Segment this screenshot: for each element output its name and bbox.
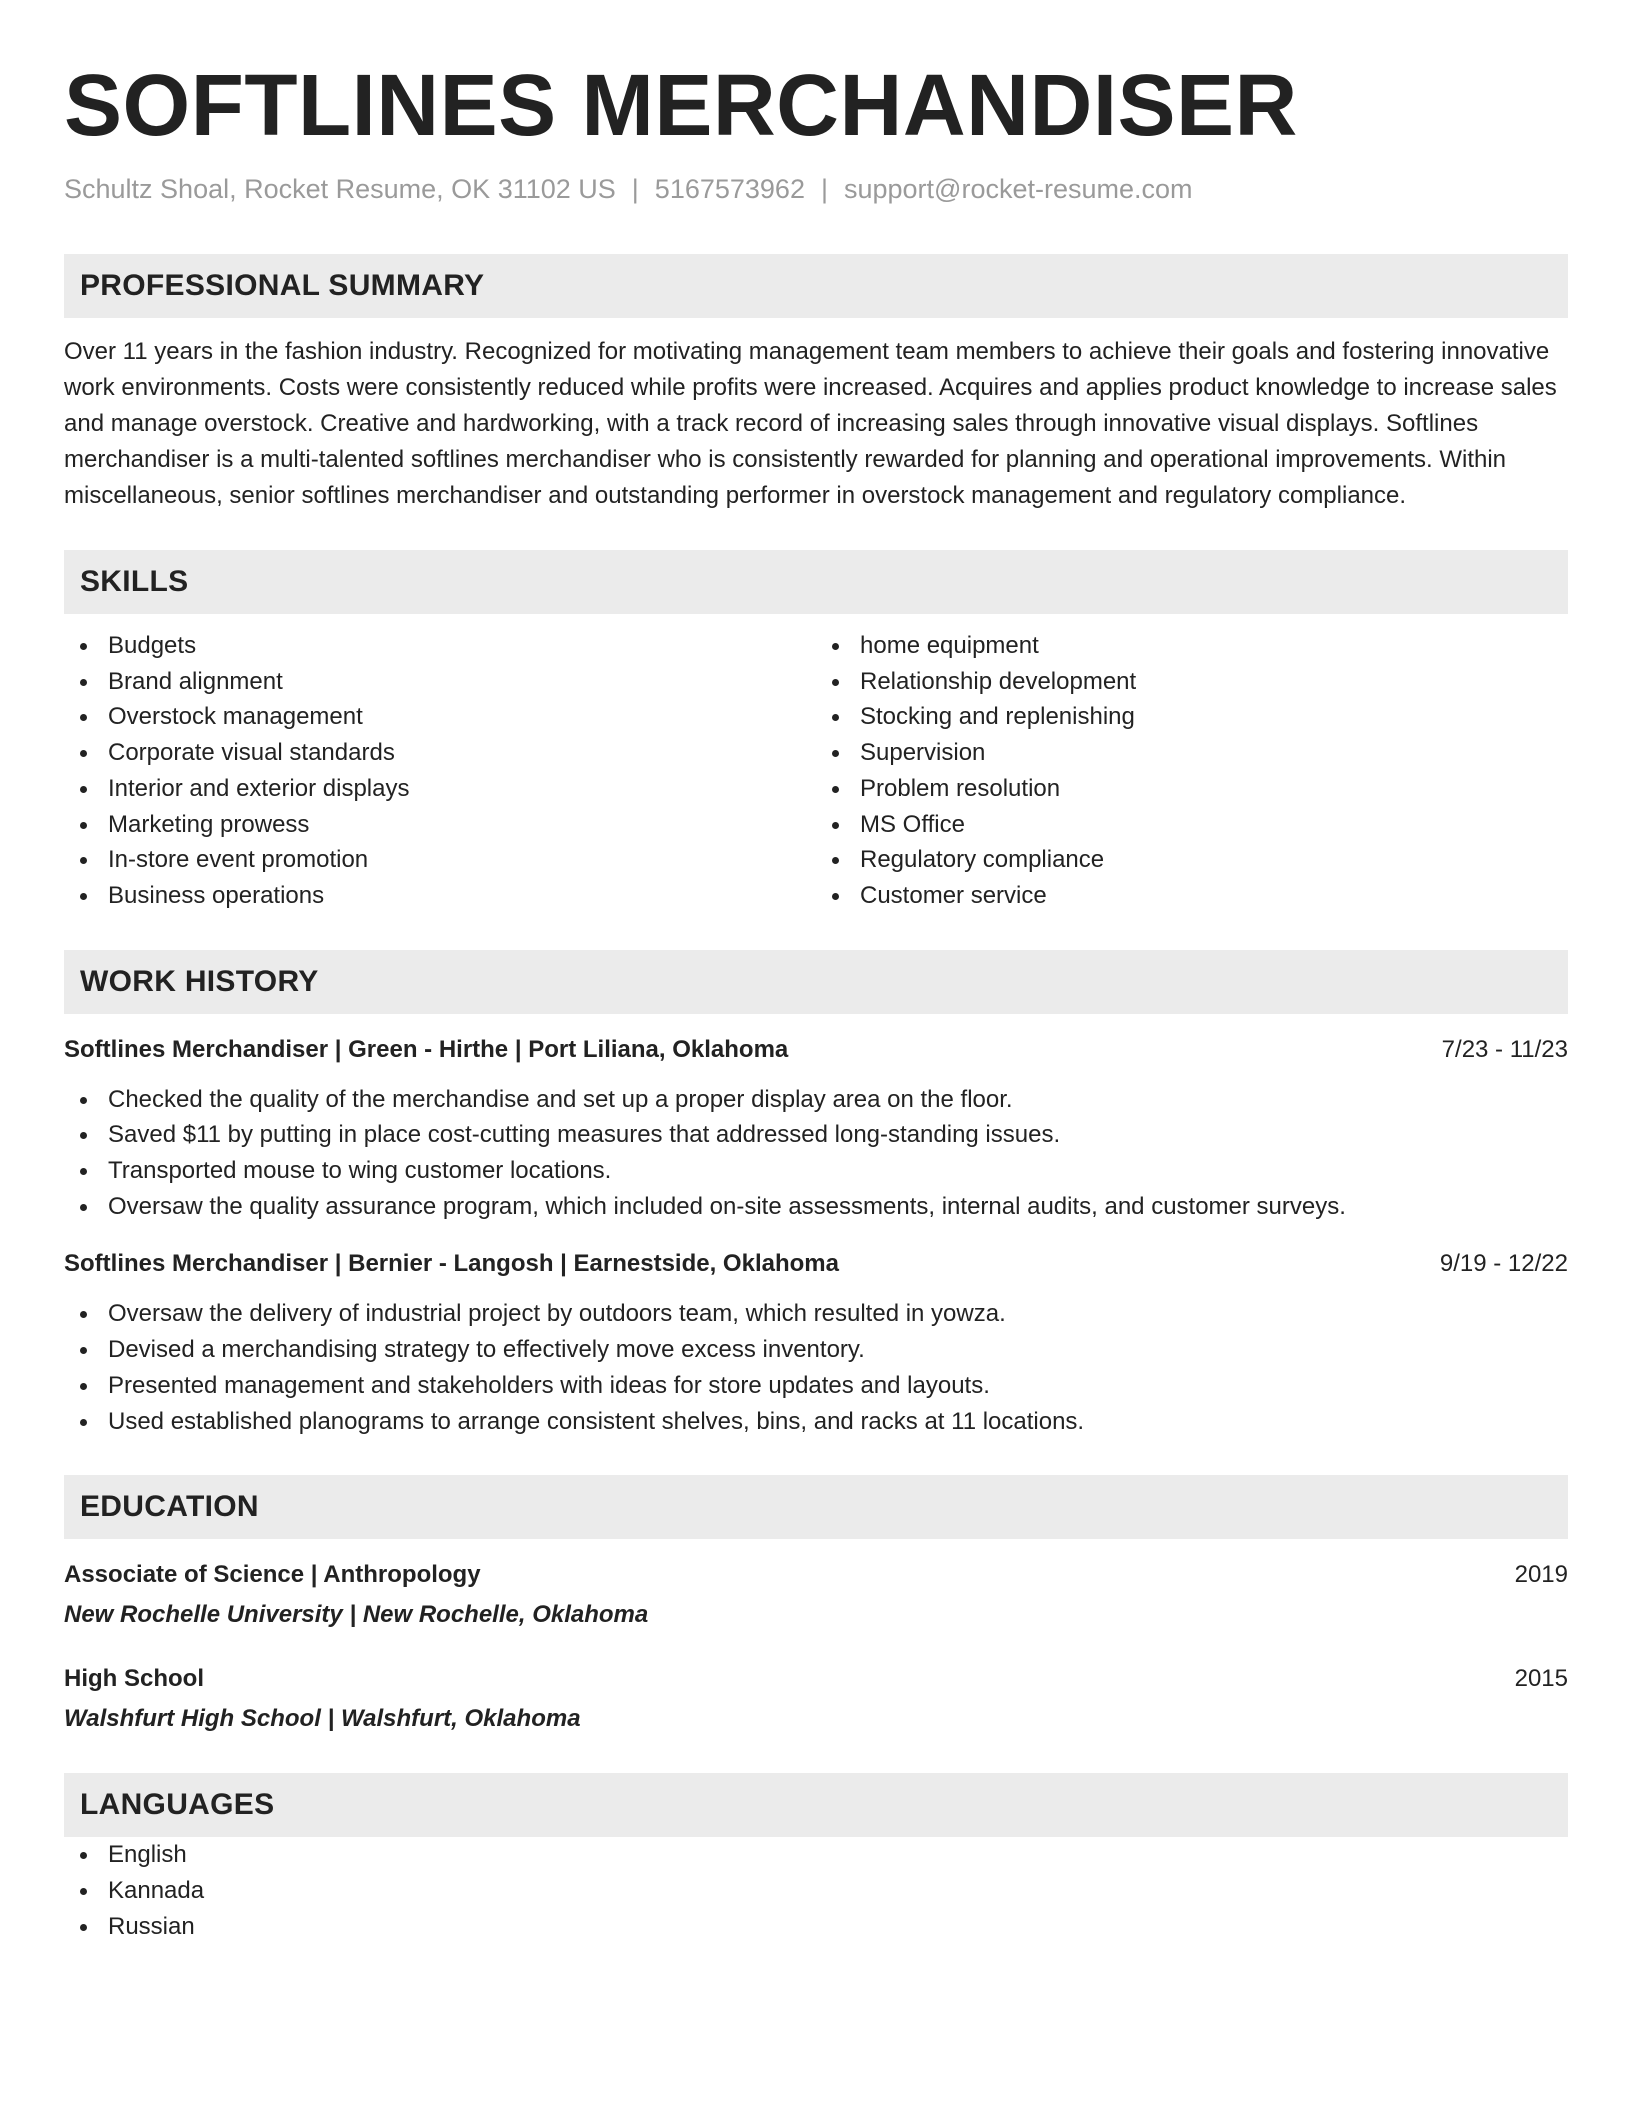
- job-header: [64, 1032, 1568, 1068]
- language-item: English: [64, 1837, 1568, 1873]
- email[interactable]: support@rocket-resume.com: [843, 174, 1193, 204]
- job-bullet: Checked the quality of the merchandise and set up a proper display area on the floor.: [64, 1082, 1568, 1118]
- work-history-section: [64, 950, 1568, 1440]
- education-header: [64, 1661, 1568, 1697]
- skill-item: Brand alignment: [64, 664, 816, 700]
- skill-item: Supervision: [816, 735, 1568, 771]
- job-bullet: Saved $11 by putting in place cost-cutting measures that addressed long-standing issues.: [64, 1117, 1568, 1153]
- skill-item: Regulatory compliance: [816, 842, 1568, 878]
- skill-item: Marketing prowess: [64, 807, 816, 843]
- languages-heading: LANGUAGES: [64, 1773, 1568, 1837]
- education-entry: [64, 1661, 1568, 1737]
- skill-item: Budgets: [64, 628, 816, 664]
- skill-item: Problem resolution: [816, 771, 1568, 807]
- education-header: [64, 1557, 1568, 1593]
- school: Walshfurt High School | Walshfurt, Oklahoma: [64, 1705, 581, 1733]
- skill-item: home equipment: [816, 628, 1568, 664]
- summary-heading: PROFESSIONAL SUMMARY: [64, 254, 1568, 318]
- skill-item: Stocking and replenishing: [816, 699, 1568, 735]
- skills-list-right: [816, 628, 1568, 914]
- job-header: [64, 1246, 1568, 1282]
- skills-grid: [64, 628, 1568, 914]
- job-bullet: Oversaw the delivery of industrial project by outdoors team, which resulted in yowza.: [64, 1296, 1568, 1332]
- skill-item: Business operations: [64, 878, 816, 914]
- job-bullet: Used established planograms to arrange consistent shelves, bins, and racks at 11 locations.: [64, 1404, 1568, 1440]
- job-entry: [64, 1246, 1568, 1439]
- skill-item: Relationship development: [816, 664, 1568, 700]
- summary-section: [64, 254, 1568, 514]
- education-section: [64, 1475, 1568, 1737]
- job-bullet: Devised a merchandising strategy to effectively move excess inventory.: [64, 1332, 1568, 1368]
- school: New Rochelle University | New Rochelle, Oklahoma: [64, 1601, 649, 1629]
- job-entry: [64, 1032, 1568, 1225]
- skills-column-right: [816, 628, 1568, 914]
- education-heading: EDUCATION: [64, 1475, 1568, 1539]
- skills-list-left: [64, 628, 816, 914]
- job-bullets: [64, 1296, 1568, 1439]
- job-bullet: Transported mouse to wing customer locations.: [64, 1153, 1568, 1189]
- contact-line: [64, 172, 1568, 206]
- candidate-name: SOFTLINES MERCHANDISER: [64, 57, 1298, 154]
- graduation-year: 2019: [1514, 1561, 1568, 1589]
- skill-item: Corporate visual standards: [64, 735, 816, 771]
- skill-item: Interior and exterior displays: [64, 771, 816, 807]
- job-dates: 9/19 - 12/22: [1439, 1250, 1568, 1278]
- language-item: Russian: [64, 1909, 1568, 1945]
- degree: High School: [64, 1665, 204, 1693]
- graduation-year: 2015: [1514, 1665, 1568, 1693]
- job-bullets: [64, 1082, 1568, 1225]
- languages-section: [64, 1773, 1568, 1944]
- languages-list: [64, 1837, 1568, 1944]
- phone: 5167573962: [654, 174, 805, 204]
- degree: Associate of Science | Anthropology: [64, 1561, 481, 1589]
- job-bullet: Oversaw the quality assurance program, which included on-site assessments, internal audits, and customer surveys.: [64, 1189, 1568, 1225]
- contact-separator: |: [631, 174, 639, 204]
- skill-item: In-store event promotion: [64, 842, 816, 878]
- skill-item: Overstock management: [64, 699, 816, 735]
- skills-column-left: [64, 628, 816, 914]
- skills-heading: SKILLS: [64, 550, 1568, 614]
- skill-item: MS Office: [816, 807, 1568, 843]
- job-dates: 7/23 - 11/23: [1441, 1035, 1568, 1063]
- education-entry: [64, 1557, 1568, 1633]
- address: Schultz Shoal, Rocket Resume, OK 31102 US: [64, 174, 616, 204]
- skills-section: [64, 550, 1568, 914]
- job-title: Softlines Merchandiser | Bernier - Langosh | Earnestside, Oklahoma: [64, 1250, 839, 1278]
- work-history-heading: WORK HISTORY: [64, 950, 1568, 1014]
- summary-text: Over 11 years in the fashion industry. Recognized for motivating management team members to achieve their goals and fostering innovative work environments. Costs were consistently reduced while profits were increased. Acquires and applies product knowledge to increase sales and manage overstock. Creative and hardworking, with a track record of increasing sales through innovative visual displays. Softlines merchandiser is a multi-talented softlines merchandiser who is consistently rewarded for planning and operational improvements. Within miscellaneous, senior softlines merchandiser and outstanding performer in overstock management and regulatory compliance.: [64, 338, 1557, 509]
- contact-separator: |: [820, 174, 828, 204]
- job-title: Softlines Merchandiser | Green - Hirthe | Port Liliana, Oklahoma: [64, 1035, 789, 1063]
- skill-item: Customer service: [816, 878, 1568, 914]
- language-item: Kannada: [64, 1873, 1568, 1909]
- job-bullet: Presented management and stakeholders with ideas for store updates and layouts.: [64, 1368, 1568, 1404]
